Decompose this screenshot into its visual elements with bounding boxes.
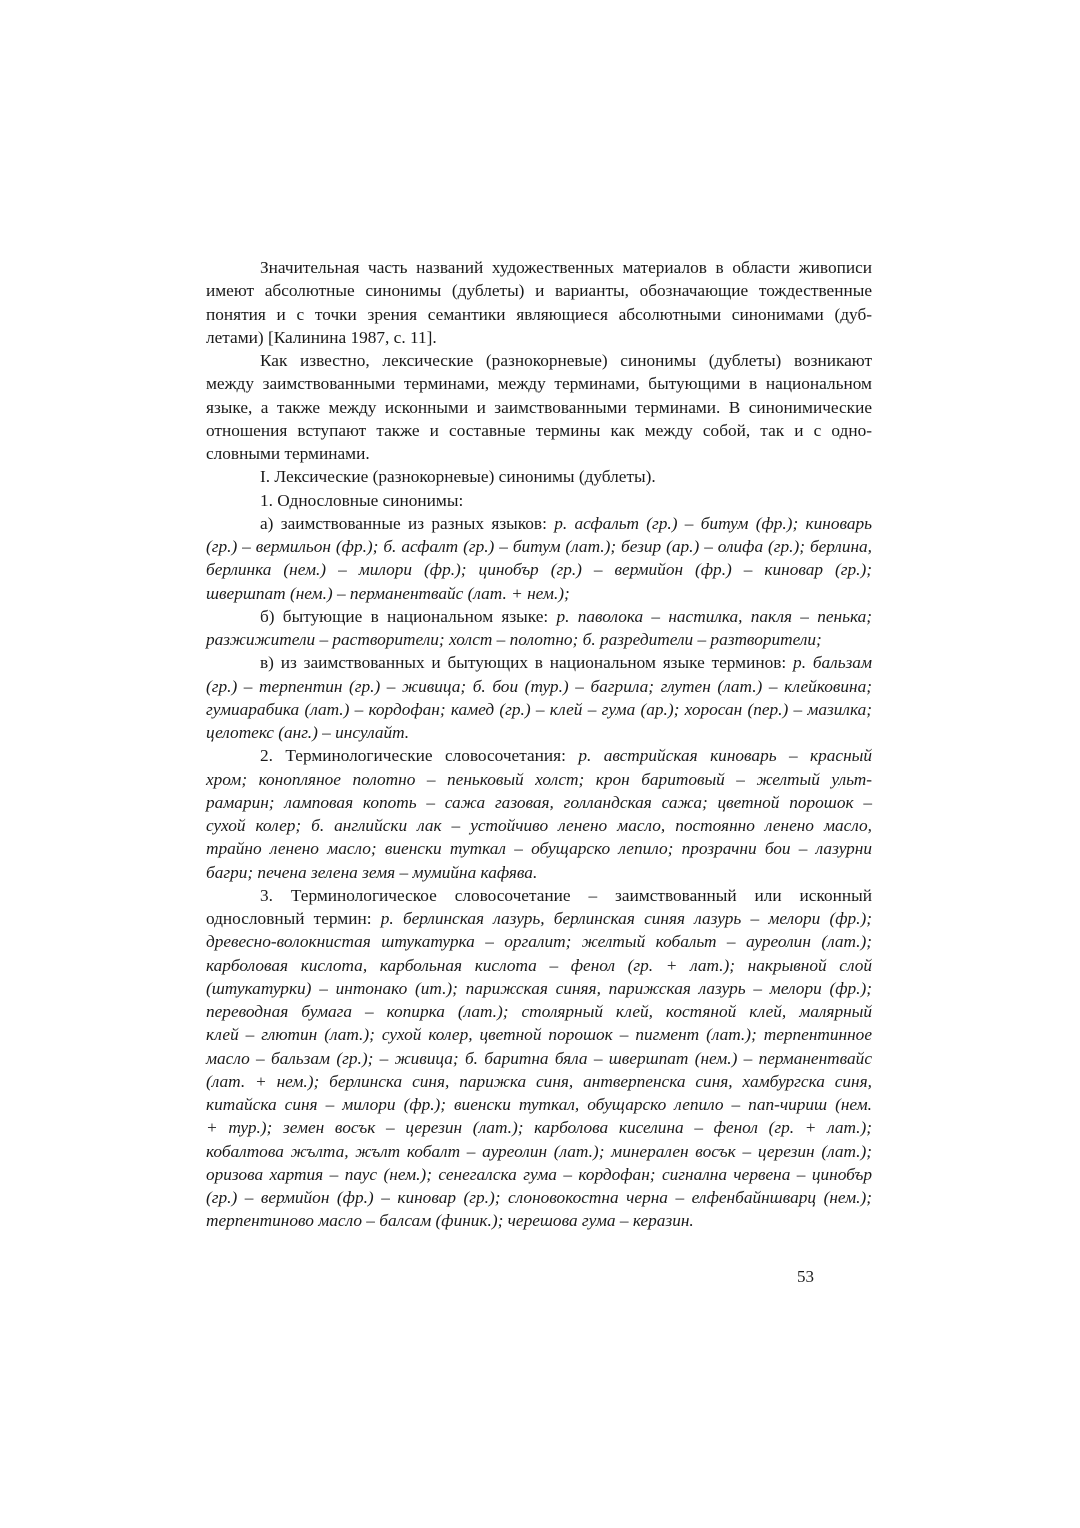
italic-term-run: кобалтова жълта, жълт кобалт – ауреолин (лат.); минерален восък – церезин (лат.);	[206, 1141, 872, 1161]
text-line	[206, 303, 872, 326]
italic-term-run: рамарин; ламповая копоть – сажа газовая, голландская сажа; цветной порошок –	[206, 792, 872, 812]
italic-term-run: клей – глютин (лат.); сухой колер, цветной порошок – пигмент (лат.); терпентинное	[206, 1025, 872, 1045]
text-line	[206, 698, 872, 721]
text-line	[206, 907, 872, 930]
italic-term-run: (гр.) – терпентин (гр.) – живица; б. бои (тур.) – багрила; глутен (лат.) – клейковина;	[206, 676, 872, 696]
text-line	[206, 489, 872, 512]
text-line	[206, 605, 872, 628]
text-line	[206, 1023, 872, 1046]
italic-term-run: р. берлинская лазурь, берлинская синяя лазурь – мелори (фр.);	[380, 909, 872, 928]
italic-term-run: сухой колер; б. английски лак – устойчиво ленено масло, постоянно ленено масло,	[206, 816, 872, 835]
text-line	[206, 744, 872, 767]
text-line	[206, 930, 872, 953]
italic-term-run: (лат. + нем.); берлинска синя, парижка синя, антверпенска синя, хамбургска синя,	[206, 1071, 872, 1091]
text-line	[206, 1186, 872, 1209]
italic-term-run: трайно ленено масло; виенски туткал – обущарско лепило; прозрачни бои – лазурни	[206, 839, 872, 859]
text-line	[206, 651, 872, 674]
text-line	[206, 1047, 872, 1070]
italic-term-run: швершпат (нем.) – перманентвайс (лат. + нем.);	[206, 583, 570, 603]
text-line	[206, 837, 872, 860]
text-run: 3. Терминологическое словосочетание – заимствованный или исконный	[260, 885, 872, 905]
italic-term-run: (гр.) – вермильон (фр.); б. асфалт (гр.) – битум (лат.); безир (ар.) – олифа (гр.); берлина,	[206, 537, 872, 556]
text-line	[206, 768, 872, 791]
text-line	[206, 465, 872, 488]
text-line	[206, 791, 872, 814]
text-line	[206, 1116, 872, 1139]
text-line	[206, 1000, 872, 1023]
italic-term-run: (штукатурки) – интонако (ит.); парижская синяя, парижская лазурь – мелори (фр.);	[206, 978, 872, 998]
text-run: имеют абсолютные синонимы (дублеты) и варианты, обозначающие тождественные	[206, 281, 872, 301]
text-run: а) заимствованные из разных языков:	[260, 513, 555, 533]
text-run: словными терминами.	[206, 444, 370, 463]
text-line	[206, 326, 872, 349]
text-line	[206, 884, 872, 907]
text-line	[206, 419, 872, 442]
italic-term-run: хром; конопляное полотно – пеньковый холст; крон баритовый – желтый ульт-	[206, 769, 872, 789]
text-line	[206, 861, 872, 884]
text-line	[206, 442, 872, 465]
page-number: 53	[797, 1267, 814, 1286]
text-line	[206, 372, 872, 395]
text-line	[206, 977, 872, 1000]
text-run: Как известно, лексические (разнокорневые) синонимы (дублеты) возникают	[260, 351, 872, 370]
text-line	[206, 396, 872, 419]
text-run: летами) [Калинина 1987, с. 11].	[206, 327, 437, 347]
italic-term-run: р. австрийская киноварь – красный	[578, 746, 872, 766]
italic-term-run: + тур.); земен восък – церезин (лат.); карболова киселина – фенол (гр. + лат.);	[206, 1118, 872, 1138]
text-line	[206, 1209, 872, 1232]
text-line	[206, 512, 872, 535]
text-line	[206, 814, 872, 837]
main-text	[206, 256, 872, 1233]
text-run: между заимствованными терминами, между терминами, бытующими в национальном	[206, 374, 872, 394]
text-line	[206, 1163, 872, 1186]
text-line	[206, 558, 872, 581]
text-line	[206, 1070, 872, 1093]
italic-term-run: китайска синя – милори (фр.); виенски туткал, обущарско лепило – пап-чириш (нем.	[206, 1095, 872, 1114]
text-line	[206, 582, 872, 605]
italic-term-run: (гр.) – вермийон (фр.) – киновар (гр.); слоновокостна черна – елфенбайншварц (нем.);	[206, 1188, 872, 1207]
text-run: отношения вступают также и составные термины как между собой, так и с одно-	[206, 420, 872, 440]
text-run: 1. Однословные синонимы:	[260, 490, 464, 510]
italic-term-run: р. бальзам	[793, 653, 872, 673]
italic-term-run: берлинка (нем.) – милори (фр.); цинобър (гр.) – вермийон (фр.) – киновар (гр.);	[206, 560, 872, 580]
text-run: однословный термин:	[206, 909, 381, 928]
text-line	[206, 628, 872, 651]
italic-term-run: разжижители – растворители; холст – полотно; б. разредители – разтворители;	[206, 630, 822, 649]
italic-term-run: переводная бумага – копирка (лат.); столярный клей, костяной клей, малярный	[206, 1002, 872, 1021]
italic-term-run: багри; печена зелена земя – мумийна кафява.	[206, 862, 538, 882]
text-line	[206, 954, 872, 977]
italic-term-run: масло – бальзам (гр.); – живица; б. баритна бяла – швершпат (нем.) – перманентвайс	[206, 1048, 872, 1068]
text-run: в) из заимствованных и бытующих в национальном языке терминов:	[260, 653, 794, 673]
italic-term-run: р. паволока – настилка, пакля – пенька;	[556, 606, 872, 626]
text-line	[206, 349, 872, 372]
text-run: 2. Терминологические словосочетания:	[260, 746, 579, 766]
text-run: Значительная часть названий художественных материалов в области живописи	[260, 258, 872, 277]
text-line	[206, 256, 872, 279]
text-line	[206, 535, 872, 558]
italic-term-run: древесно-волокнистая штукатурка – оргалит; желтый кобальт – ауреолин (лат.);	[206, 932, 872, 952]
italic-term-run: терпентиново масло – балсам (финик.); черешова гума – керазин.	[206, 1211, 694, 1231]
text-line	[206, 721, 872, 744]
text-line	[206, 1140, 872, 1163]
text-line	[206, 675, 872, 698]
text-line	[206, 1093, 872, 1116]
italic-term-run: оризова хартия – паус (нем.); сенегалска гума – кордофан; сигнална червена – цинобър	[206, 1164, 872, 1184]
text-line	[206, 279, 872, 302]
italic-term-run: р. асфальт (гр.) – битум (фр.); киноварь	[554, 513, 872, 533]
text-run: I. Лексические (разнокорневые) синонимы (дублеты).	[260, 467, 656, 487]
text-run: понятия и с точки зрения семантики являющиеся абсолютными синонимами (дуб-	[206, 304, 872, 324]
italic-term-run: целотекс (анг.) – инсулайт.	[206, 723, 410, 742]
text-run: языке, а также между исконными и заимствованными терминами. В синонимические	[206, 397, 872, 417]
italic-term-run: гумиарабика (лат.) – кордофан; камед (гр.) – клей – гума (ар.); хоросан (пер.) – мазилка;	[206, 699, 872, 719]
italic-term-run: карболовая кислота, карбольная кислота – фенол (гр. + лат.); накрывной слой	[206, 955, 872, 975]
text-run: б) бытующие в национальном языке:	[260, 606, 557, 626]
